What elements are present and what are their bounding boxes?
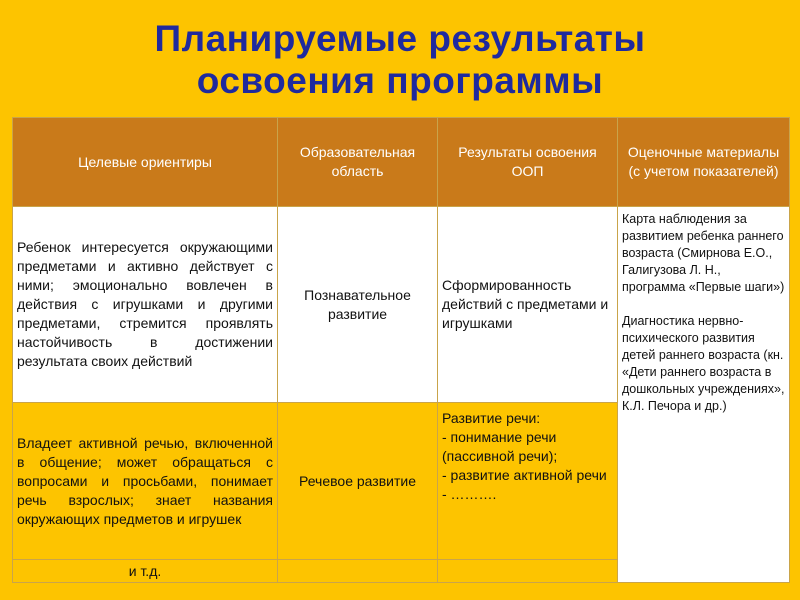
cell-area-speech: Речевое развитие (278, 403, 438, 560)
cell-etc: и т.д. (13, 560, 278, 583)
results-table (12, 117, 790, 583)
header-targets: Целевые ориентиры (13, 118, 278, 207)
results-speech-item-3: - ………. (442, 486, 497, 502)
header-results: Результаты освоения ООП (438, 118, 618, 207)
results-speech-item-1: - понимание речи (пассивной речи); (442, 429, 558, 464)
header-area: Образовательная область (278, 118, 438, 207)
results-speech-title: Развитие речи: (442, 410, 541, 426)
cell-targets-speech: Владеет активной речью, включенной в общение; может обращаться с вопросами и просьбами, понимает речь взрослых; знает названия окружающих предметов и игрушек (13, 403, 278, 560)
table-row (13, 207, 790, 403)
cell-evaluation (618, 207, 790, 583)
page-title (0, 18, 800, 102)
evaluation-para-2: Диагностика нервно-психического развития детей раннего возраста (кн. «Дети раннего возраста в дошкольных учреждениях», К.Л. Печора и др.) (622, 314, 785, 413)
cell-targets-cognitive: Ребенок интересуется окружающими предметами и активно действует с ними; эмоционально вовлечен в действия с игрушками и другими предметами, стремится проявлять настойчивость в достижении результата своих действий (13, 207, 278, 403)
title-line-2: освоения программы (196, 60, 604, 101)
results-speech-item-2: - развитие активной речи (442, 467, 607, 483)
cell-results-speech (438, 403, 618, 560)
header-evaluation: Оценочные материалы (с учетом показателей) (618, 118, 790, 207)
cell-area-cognitive: Познавательное развитие (278, 207, 438, 403)
cell-empty-results (438, 560, 618, 583)
table-header-row (13, 118, 790, 207)
title-line-1: Планируемые результаты (154, 18, 646, 59)
cell-empty-area (278, 560, 438, 583)
cell-results-cognitive: Сформированность действий с предметами и игрушками (438, 207, 618, 403)
evaluation-para-1: Карта наблюдения за развитием ребенка раннего возраста (Смирнова Е.О., Галигузова Л. Н., программа «Первые шаги») (622, 212, 785, 294)
